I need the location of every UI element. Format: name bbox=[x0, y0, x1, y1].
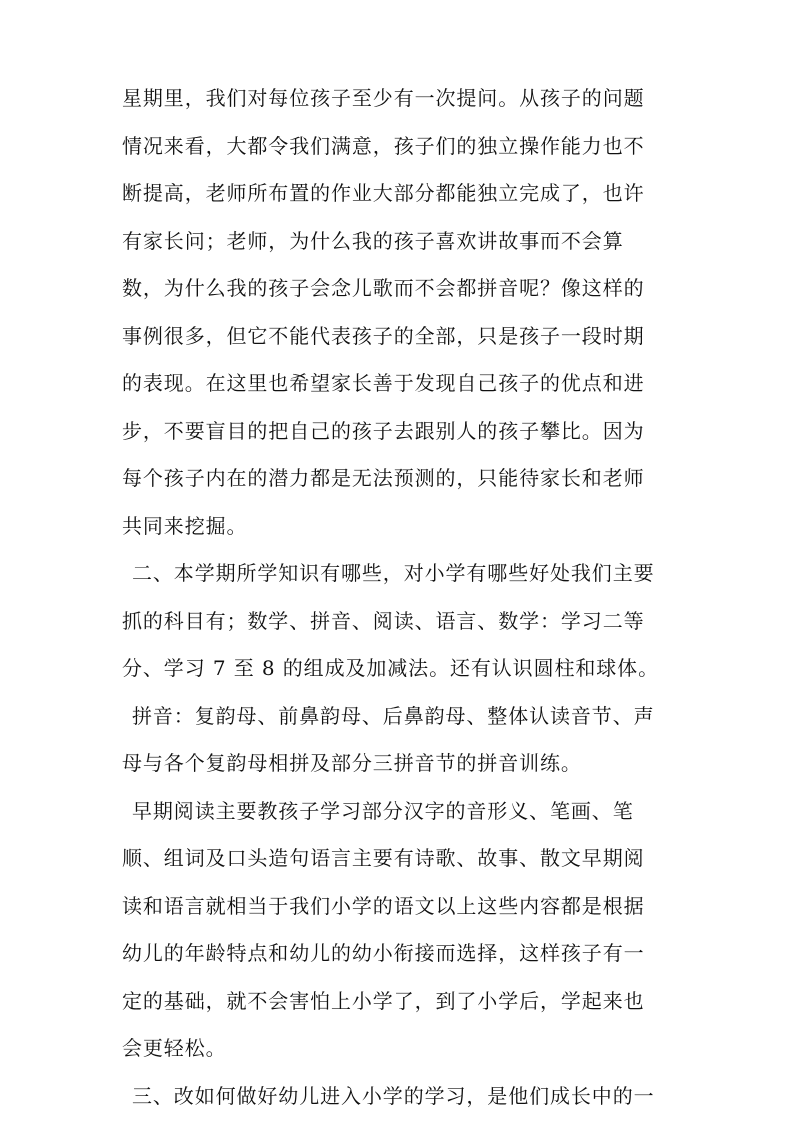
text-line: 步，不要盲目的把自己的孩子去跟别人的孩子攀比。因为 bbox=[122, 419, 645, 443]
text-line: 共同来挖掘。 bbox=[122, 514, 248, 538]
text-line: 顺、组词及口头造句语言主要有诗歌、故事、散文早期阅 bbox=[122, 846, 645, 870]
text-line: 的表现。在这里也希望家长善于发现自己孩子的优点和进 bbox=[122, 371, 645, 395]
text-line: 情况来看，大都令我们满意，孩子们的独立操作能力也不 bbox=[122, 134, 645, 158]
text-line: 幼儿的年龄特点和幼儿的幼小衔接而选择，这样孩子有一 bbox=[122, 941, 645, 965]
text-line: 星期里，我们对每位孩子至少有一次提问。从孩子的问题 bbox=[122, 86, 645, 110]
section-heading-two: 二、本学期所学知识有哪些，对小学有哪些好处我们主要 bbox=[132, 561, 655, 585]
text-line: 有家长问；老师，为什么我的孩子喜欢讲故事而不会算 bbox=[122, 229, 624, 253]
text-line: 抓的科目有；数学、拼音、阅读、语言、数学：学习二等 bbox=[122, 609, 645, 633]
section-heading-three: 三、改如何做好幼儿进入小学的学习，是他们成长中的一 bbox=[132, 1084, 655, 1108]
text-line: 定的基础，就不会害怕上小学了，到了小学后，学起来也 bbox=[122, 989, 645, 1013]
reading-paragraph-start: 早期阅读主要教孩子学习部分汉字的音形义、笔画、笔 bbox=[132, 799, 634, 823]
text-line: 事例很多，但它不能代表孩子的全部，只是孩子一段时期 bbox=[122, 324, 645, 348]
text-line: 每个孩子内在的潜力都是无法预测的，只能待家长和老师 bbox=[122, 466, 645, 490]
text-line: 数，为什么我的孩子会念儿歌而不会都拼音呢？像这样的 bbox=[122, 276, 645, 300]
text-line: 断提高，老师所布置的作业大部分都能独立完成了，也许 bbox=[122, 181, 645, 205]
pinyin-paragraph-start: 拼音：复韵母、前鼻韵母、后鼻韵母、整体认读音节、声 bbox=[132, 704, 655, 728]
text-line: 会更轻松。 bbox=[122, 1036, 227, 1060]
text-line: 母与各个复韵母相拼及部分三拼音节的拼音训练。 bbox=[122, 751, 582, 775]
text-line: 分、学习 7 至 8 的组成及加减法。还有认识圆柱和球体。 bbox=[122, 656, 659, 680]
text-line: 读和语言就相当于我们小学的语文以上这些内容都是根据 bbox=[122, 894, 645, 918]
